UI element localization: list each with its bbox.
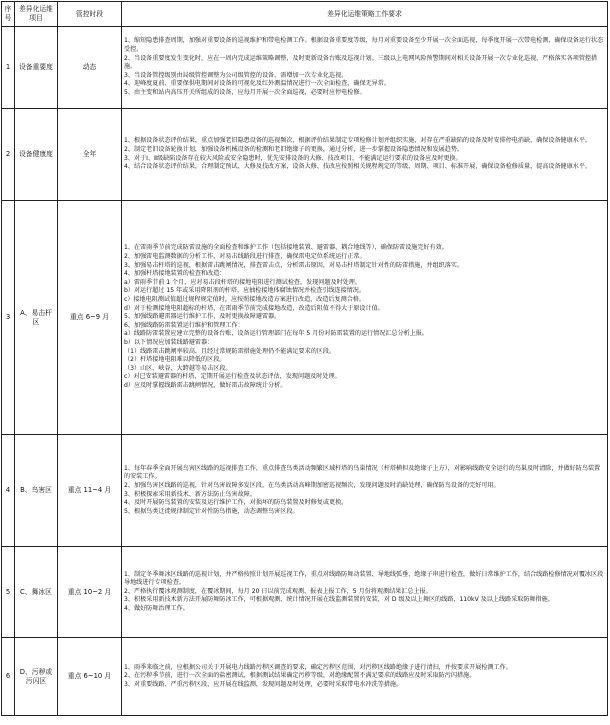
requirement-line: （1）线路雷击跳闸率较高，且经过常规防雷措施处理仍不能满足要求的区段。 <box>124 347 336 355</box>
requirement-line: 3、当设备管控级别由局级管控调整为公司级管控的设备，需增加一次专业化巡视。 <box>124 71 348 79</box>
row-period: 重点 6~9 月 <box>58 201 122 435</box>
requirement-line: 1、制定冬季舞冰区线路的巡视计划，并严格按照计划开展巡视工作，重点对线路防舞动装置、导地线弧垂、绝缘子串进行检查，做好日常维护工作，结合线路检修情况对覆冰区段导地线进行专项检查。 <box>124 570 604 587</box>
requirement-line: 3、积极探索采用新技术、新方法防止鸟害故障。 <box>124 490 256 498</box>
requirement-line: d）对于检测接地电阻超标的杆塔，在雷雨季节前完成接地改造，改造后阻值不得大于原设计值。 <box>124 304 384 312</box>
requirement-line: 4、结合设备状态评价结果，合理制定预试、大修及技改方案，设备大修、技改应按照相关规程规定的等级、周期、项目、标准开展，确保设备检修质量，提高设备健康水平。 <box>124 163 592 171</box>
requirement-line: （3）山区、峡谷、大跨越等易击区段。 <box>124 364 232 372</box>
requirement-line: 2、在污秽季节前，进行一次全面的盐密测试，根据测试结果确定污秽等级，对绝缘配置不满足要求的线路应及时采取防污闪措施。 <box>124 672 476 680</box>
requirement-line: 4、及时开展防鸟装置的安装及运行维护工作，对损坏的防鸟装置及时修复或更换。 <box>124 499 348 507</box>
table-header-row <box>2 2 608 27</box>
strategy-table <box>1 1 608 716</box>
requirement-line: 3、加强易击杆塔的巡视，根据雷击跳闸情况，排查雷击点，分析雷击原因，对易击杆塔制定针对性的防雷措施，并组织落实。 <box>124 261 464 269</box>
requirement-line: a）线路防雷装置应建立完整的设备台账，设备运行管理部门在每年 5 月份对防雷装置的运行情况汇总分析上报。 <box>124 330 428 338</box>
requirement-line: 2、当设备重要度发生变化时，应在一周内完成运维策略调整，及时更新设备台账及巡视计划。三级以上电网风险预警期间对相关设备开展一次专业化巡视，严格落实各项管控措施。 <box>124 54 598 71</box>
row-number: 6 <box>2 638 15 716</box>
requirement-line: 4、加强杆塔接地装置的检查和改造： <box>124 270 226 278</box>
requirement-line: 2、制定老旧设备轮换计划，加强设备机械设备的检测和老旧绝缘子的更换，通过分析，进一步掌握设备隐患情况和发展趋势。 <box>124 145 464 153</box>
requirement-line: 6、加强线路防雷装置运行维护和管理工作： <box>124 321 244 329</box>
row-item: 设备重要度 <box>15 27 58 109</box>
row-period: 重点 11~4 月 <box>58 435 122 547</box>
table-row <box>2 27 608 109</box>
header-requirement: 差异化运维策略工作要求 <box>122 2 608 27</box>
row-number: 5 <box>2 547 15 638</box>
requirement-line: 2、加强雷电监测数据的分析工作，对易击线路段进行排查，确保雷电定位系统运行正常。 <box>124 253 366 261</box>
requirement-line: 1、每年春季全面开展鸟害区线路的巡视排查工作，重点排查鸟类活动频繁区域杆塔的鸟巢情况（杆塔横担及绝缘子上方），对影响线路安全运行的鸟巢及时清除，并做好防鸟装置的安装工作。 <box>124 464 601 481</box>
requirement-line: 4、迎峰度夏前、重要保供电期间对设备的可视化及红外测温情况进行一次全面检查，确保无异常。 <box>124 80 390 88</box>
requirement-line: 1、雨季来临之前，应根据公司关于开展电力线路污秽区调查的要求，确定污秽区范围，对污秽区线路绝缘子进行清扫，并按要求开展检测工作。 <box>124 663 512 671</box>
row-period: 重点 6~10 月 <box>58 638 122 716</box>
row-requirement <box>122 27 608 109</box>
requirement-line: 3、积极采用新技术新方法开展防舞防冰工作，可根据观测、统计情况开展在线监测装置的安装，对 D 级及以上舞区的线路，110kV 及以上线路采取防舞措施。 <box>124 596 554 604</box>
row-item: D、污秽或污闪区 <box>15 638 58 716</box>
row-item: A、易击杆区 <box>15 201 58 435</box>
requirement-line: 5、根据鸟类迁徙规律制定针对性防鸟措施，动态调整鸟害区段。 <box>124 507 299 515</box>
requirement-line: 3、对重要线路、严重污秽区段，应开展在线监测，发现问题及时处理，必要时采取带电水冲洗等措施。 <box>124 680 403 688</box>
table-row <box>2 109 608 201</box>
row-item: C、舞冰区 <box>15 547 58 638</box>
row-requirement <box>122 201 608 435</box>
row-requirement <box>122 547 608 638</box>
header-no: 序号 <box>2 2 15 27</box>
table-row <box>2 201 608 435</box>
requirement-line: 2、加强鸟害区线路的巡视，针对鸟害故障多发区段，在鸟类活动高峰期加密巡视频次，发现问题及时消缺处理，确保防鸟设备的完好可用。 <box>124 481 500 489</box>
row-number: 4 <box>2 435 15 547</box>
row-number: 3 <box>2 201 15 435</box>
row-requirement <box>122 435 608 547</box>
row-item: B、鸟害区 <box>15 435 58 547</box>
requirement-line: c）对已安装避雷器的杆塔，定期开展运行检查及状态评估，发现问题及时处理。 <box>124 373 341 381</box>
table-row <box>2 638 608 716</box>
requirement-line: 1、缩短隐患排查周期，加强对重要设备的巡视维护和带电检测工作。根据设备重要度等级，每月对重要设备至少开展一次全面巡视，每季度开展一次带电检测，确保设备运行状态受控。 <box>124 37 604 54</box>
row-period: 重点 10~2 月 <box>58 547 122 638</box>
requirement-line: （2）杆塔接地电阻难以降低的区段。 <box>124 356 226 364</box>
row-requirement <box>122 638 608 716</box>
requirement-line: 1、根据设备状态评价结果，重点加强老旧隐患设备的巡视频次，根据评价结果制定专项检修计划并组织实施，对存在严重缺陷的设备及时安排停电消缺，确保设备健康水平。 <box>124 137 592 145</box>
header-item: 差异化运维项目 <box>15 2 58 27</box>
requirement-line: b）对运行超过 15 年或采用降阻剂的杆塔，应抽检接地体腐蚀情况并检查引线连接情况。 <box>124 287 365 295</box>
header-period: 管控时段 <box>58 2 122 27</box>
row-number: 2 <box>2 109 15 201</box>
row-item: 设备健康度 <box>15 109 58 201</box>
row-period: 动态 <box>58 27 122 109</box>
row-requirement <box>122 109 608 201</box>
row-period: 全年 <box>58 109 122 201</box>
requirement-line: 2、严格执行覆冰观测制度，在覆冰期间，每月 20 日以前完成观测、报表上报工作，5 月份将观测结果汇总上报。 <box>124 587 432 595</box>
requirement-line: 4、做好防舞治理工作。 <box>124 604 189 612</box>
table-row <box>2 435 608 547</box>
requirement-line: c）接地电阻测试值超过规程规定值时，应按照接地改造方案进行改造，改造后复测合格。 <box>124 296 366 304</box>
requirement-line: d）应及时掌握线路雷击跳闸情况，做好雷击故障统计分析。 <box>124 381 287 389</box>
requirement-line: 5、由主变和站内高压开关所组成的设备，应每月开展一次全面巡视，必要时应停电检修。 <box>124 88 366 96</box>
requirement-line: a）雷雨季节前 1 个月，应对易击段杆塔的接地电阻进行测试检查，发现问题及时处理。 <box>124 278 361 286</box>
table-row <box>2 547 608 638</box>
requirement-line: 1、在雷雨季节前完成防雷设施的全面检查和维护工作（包括接地装置、避雷器、耦合地线等），确保防雷设施完好有效。 <box>124 244 448 252</box>
requirement-line: 5、加强线路避雷器运行维护工作，及时更换故障避雷器。 <box>124 313 281 321</box>
row-number: 1 <box>2 27 15 109</box>
requirement-line: 3、对于Ⅰ、Ⅱ级缺陷设备存在较大风险或安全隐患时，优先安排设备的大修、技改项目，不能满足运行要求的设备应及时更换。 <box>124 154 462 162</box>
requirement-line: b）以下情况应加装线路避雷器： <box>124 338 214 346</box>
